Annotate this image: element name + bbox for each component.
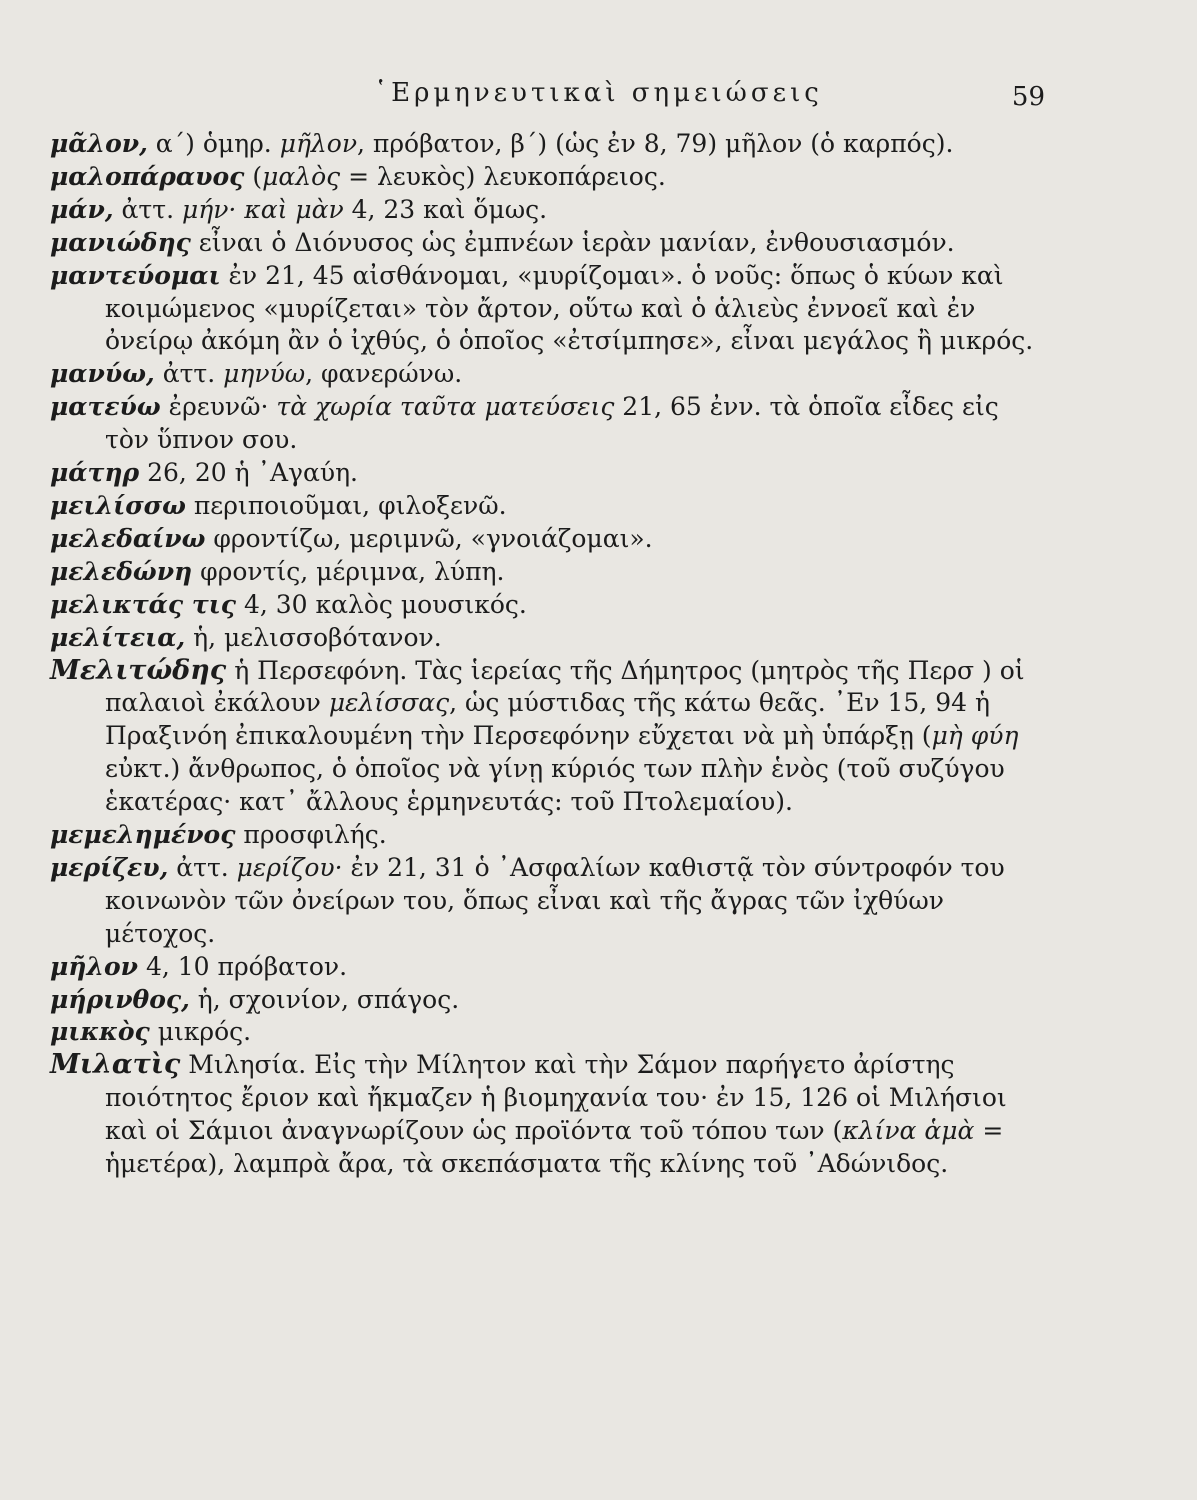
headword: Μελιτώδης: [50, 654, 227, 686]
glossary-entry: [50, 128, 1048, 161]
entry-text: ἐν 21, 45 αἰσθάνομαι, «μυρίζομαι». ὁ νοῦς: ὅπως ὁ κύων καὶ κοιμώμενος «μυρίζεται» τὸν ἄρτον, οὕτω καὶ ὁ ἁλιεὺς ἐννοεῖ καὶ ἐν ὀνείρῳ ἀκόμη ἂν ὁ ἰχθύς, ὁ ὁποῖος «ἐτσίμπησε», εἶναι μεγάλος ἢ μικρός.: [105, 260, 1034, 356]
entry-text: α΄) ὁμηρ.: [147, 129, 280, 158]
entry-text: ἐρευνῶ·: [160, 392, 277, 422]
glossary-entry: [50, 589, 1048, 622]
headword: μεμελημένος: [50, 820, 236, 850]
entry-italic: μηνύω: [223, 359, 306, 389]
entry-text: μικρός.: [149, 1017, 252, 1047]
entry-italic: μήν· καὶ μὰν: [181, 194, 344, 224]
headword: ματεύω: [50, 392, 161, 422]
entry-text: 26, 20 ἡ ᾿Αγαύη.: [139, 458, 359, 488]
glossary-entry: [50, 523, 1048, 556]
entry-text: ἐν 21, 31 ὁ ᾿Ασφαλίων καθιστᾷ τὸν σύντροφόν του κοινωνὸν τῶν ὀνείρων του, ὅπως εἶναι καὶ τῆς ἄγρας τῶν ἰχθύων μέτοχος.: [105, 852, 1005, 948]
entry-text: , ὡς μύστιδας τῆς κάτω θεᾶς. ᾿Εν 15, 94 ἡ Πραξινόη ἐπικαλουμένη τὴν Περσεφόνην εὔχεται νὰ μὴ ὑπάρξῃ (: [105, 688, 990, 751]
glossary-entry: [50, 358, 1048, 391]
entry-text: φροντίς, μέριμνα, λύπη.: [192, 556, 505, 586]
glossary-entry: [50, 161, 1048, 194]
entry-text: εἶναι ὁ Διόνυσος ὡς ἐμπνέων ἱερὰν μανίαν, ἐνθουσιασμόν.: [190, 227, 955, 257]
entry-text: προσφιλής.: [235, 820, 387, 850]
glossary-entries: [50, 128, 1048, 1181]
entry-text: 21, 65 ἐνν. τὰ ὁποῖα εἶδες εἰς τὸν ὕπνον σου.: [105, 392, 999, 455]
entry-text: = λευκὸς) λευκοπάρειος.: [340, 161, 666, 191]
headword: μανιώδης: [50, 227, 191, 257]
glossary-entry: [50, 622, 1048, 655]
glossary-entry: [50, 1049, 1048, 1181]
headword: μᾶλον,: [50, 129, 148, 158]
headword: μελίτεια,: [50, 622, 186, 652]
entry-italic: μῆλον: [279, 129, 358, 158]
headword: μερίζευ,: [50, 852, 169, 882]
glossary-entry: [50, 819, 1048, 852]
entry-text: (: [244, 161, 263, 191]
glossary-entry: [50, 227, 1048, 260]
entry-italic: τὰ χωρία ταῦτα ματεύσεις: [276, 392, 615, 422]
entry-text: 4, 23 καὶ ὅμως.: [343, 194, 548, 224]
entry-text: , φανερώνω.: [305, 359, 463, 389]
headword: μειλίσσω: [50, 490, 186, 520]
headword: μικκὸς: [50, 1017, 150, 1047]
glossary-entry: [50, 490, 1048, 523]
running-title: ῾Ερμηνευτικαὶ σημειώσεις: [374, 78, 823, 108]
headword: μῆλον: [50, 951, 139, 981]
headword: μανύω,: [50, 359, 155, 389]
entry-text: ἀττ.: [168, 852, 237, 882]
entry-text: ἡ Περσεφόνη. Τὰς ἱερείας τῆς Δήμητρος (μητρὸς τῆς Περσ ) οἱ παλαιοὶ ἐκάλουν: [105, 655, 1025, 718]
entry-text: ἡ, μελισσοβότανον.: [185, 622, 442, 652]
headword: μαντεύομαι: [50, 260, 221, 290]
glossary-entry: [50, 852, 1048, 951]
page-number: 59: [1011, 82, 1045, 112]
headword: μάτηρ: [50, 458, 140, 488]
headword: μελικτάς τις: [50, 589, 236, 619]
entry-italic: μαλὸς: [262, 161, 341, 191]
glossary-entry: [50, 1016, 1048, 1049]
headword: Μιλατὶς: [50, 1049, 181, 1081]
entry-italic: μελίσσας: [328, 688, 450, 718]
glossary-entry: [50, 457, 1048, 490]
entry-text: Μιλησία. Εἰς τὴν Μίλητον καὶ τὴν Σάμον παρήγετο ἀρίστης ποιότητος ἔριον καὶ ἤκμαζεν ἡ βιομηχανία του· ἐν 15, 126 οἱ Μιλήσιοι καὶ οἱ Σάμιοι ἀναγνωρίζουν ὡς προϊόντα τοῦ τόπου των (: [105, 1050, 1007, 1146]
entry-text: ἀττ.: [154, 359, 224, 389]
entry-text: περιποιοῦμαι, φιλοξενῶ.: [185, 490, 507, 520]
glossary-entry: [50, 655, 1048, 820]
entry-italic: κλίνα ἁμὰ: [842, 1116, 975, 1146]
entry-italic: μερίζου·: [236, 852, 343, 882]
entry-text: 4, 10 πρόβατον.: [138, 951, 348, 981]
entry-text: ἀττ.: [113, 194, 182, 224]
glossary-entry: [50, 951, 1048, 984]
glossary-entry: [50, 556, 1048, 589]
glossary-entry: [50, 194, 1048, 227]
headword: μελεδώνη: [50, 556, 193, 586]
headword: μάν,: [50, 194, 114, 224]
headword: μαλοπάραυος: [50, 161, 245, 191]
entry-text: εὐκτ.) ἄνθρωπος, ὁ ὁποῖος νὰ γίνῃ κύριός των πλὴν ἑνὸς (τοῦ συζύγου ἑκατέρας· κατ᾿ ἄλλους ἑρμηνευτάς: τοῦ Πτολεμαίου).: [105, 754, 1005, 817]
glossary-entry: [50, 984, 1048, 1017]
headword: μήρινθος,: [50, 984, 190, 1014]
entry-text: = ἡμετέρα), λαμπρὰ ἄρα, τὰ σκεπάσματα τῆς κλίνης τοῦ ᾿Αδώνιδος.: [105, 1116, 1004, 1179]
entry-text: ἡ, σχοινίον, σπάγος.: [189, 984, 460, 1014]
headword: μελεδαίνω: [50, 523, 206, 553]
glossary-entry: [50, 391, 1048, 457]
entry-italic: μὴ φύη: [931, 721, 1019, 751]
entry-text: , πρόβατον, β΄) (ὡς ἐν 8, 79) μῆλον (ὁ καρπός).: [357, 129, 954, 158]
glossary-entry: [50, 260, 1048, 359]
entry-text: φροντίζω, μεριμνῶ, «γνοιάζομαι».: [205, 523, 653, 553]
entry-text: 4, 30 καλὸς μουσικός.: [236, 589, 527, 619]
